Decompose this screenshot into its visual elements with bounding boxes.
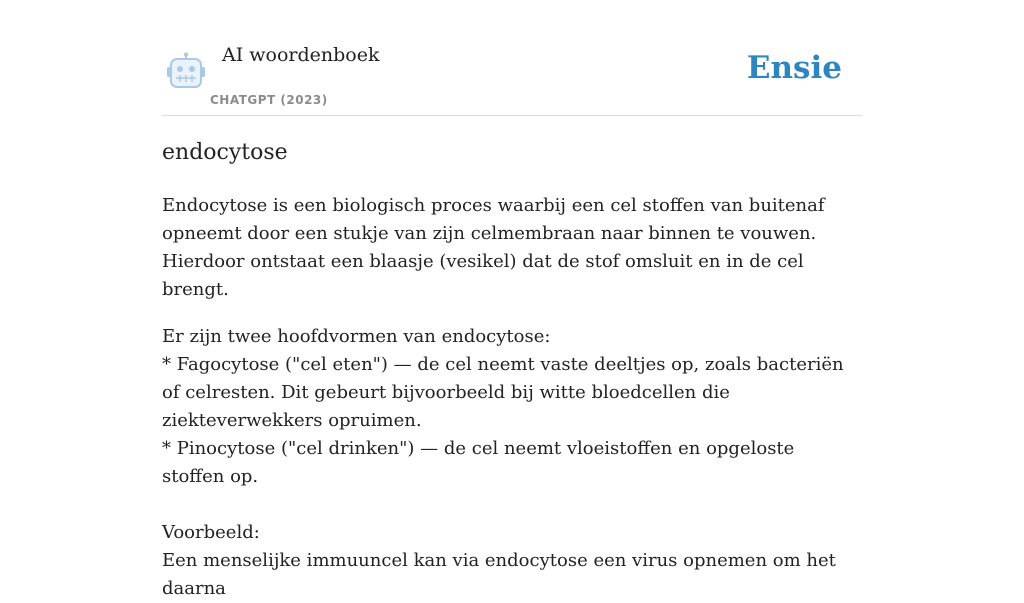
spacer — [162, 491, 862, 519]
entry-term: endocytose — [162, 140, 288, 165]
brand-logo[interactable]: Ensie — [746, 50, 842, 86]
intro-line: Er zijn twee hoofdvormen van endocytose: — [162, 326, 551, 347]
definition-paragraph: Endocytose is een biologisch proces waarbij een cel stoffen van buitenaf opneemt door een stukje van zijn celmembraan naar binnen te vouwen. Hierdoor ontstaat een blaasje (vesikel) dat de stof omsluit en in de cel brengt. — [162, 195, 825, 300]
entry-definition — [162, 192, 862, 603]
list-item: * Pinocytose ("cel drinken") — de cel neemt vloeistoffen en opgeloste stoffen op. — [162, 438, 795, 487]
dictionary-title[interactable]: AI woordenboek — [222, 44, 380, 66]
source-label: CHATGPT (2023) — [210, 93, 328, 107]
example-label: Voorbeeld: — [162, 522, 260, 543]
robot-icon — [166, 52, 206, 90]
header — [162, 0, 862, 116]
example-text: Een menselijke immuuncel kan via endocytose een virus opnemen om het daarna — [162, 550, 836, 599]
list-item: * Fagocytose ("cel eten") — de cel neemt vaste deeltjes op, zoals bacteriën of celresten. Dit gebeurt bijvoorbeeld bij witte bloedcellen die ziekteverwekkers opruimen. — [162, 354, 844, 431]
